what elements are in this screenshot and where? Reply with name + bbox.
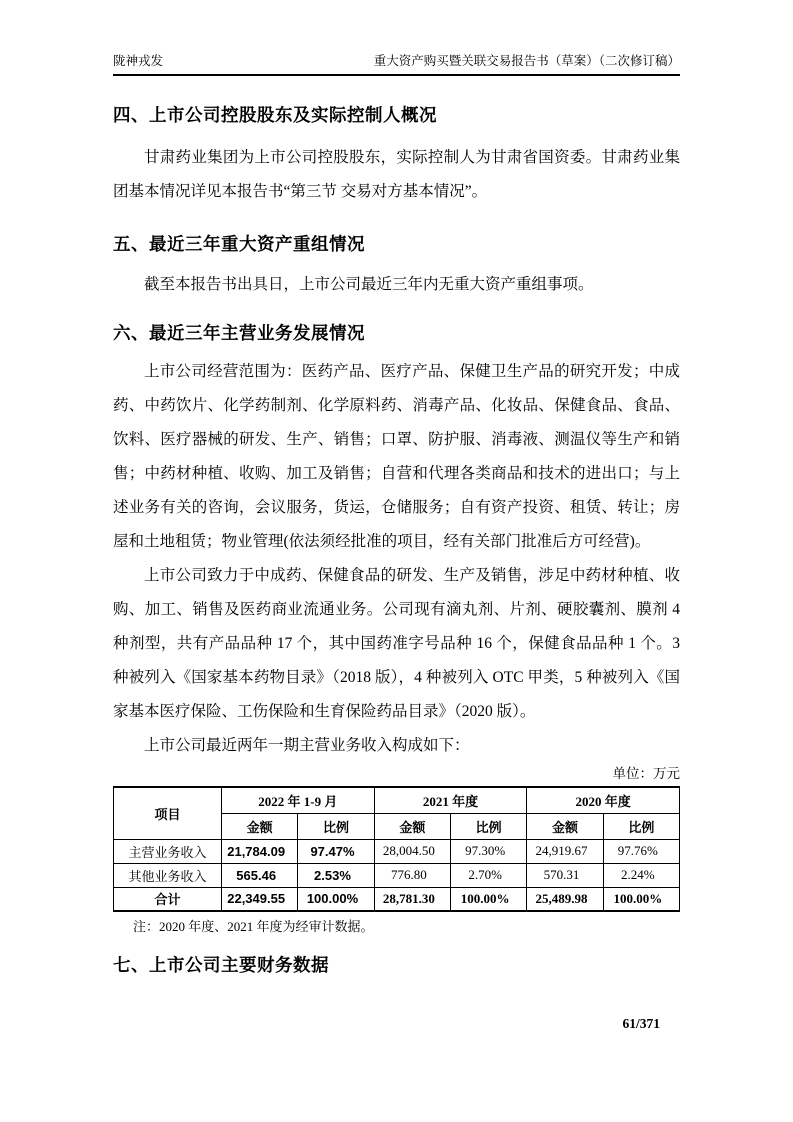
row-label: 其他业务收入: [114, 863, 222, 887]
cell-2022-amount: 21,784.09: [222, 839, 298, 863]
header-company-name: 陇神戎发: [113, 54, 164, 68]
table-row-other-revenue: [114, 863, 680, 887]
cell-2021-ratio: 2.70%: [450, 863, 526, 887]
col-header-2020: 2020 年度: [527, 787, 680, 813]
col-header-amount-2021: 金额: [374, 813, 450, 839]
page-number: 61/371: [622, 1016, 660, 1031]
col-header-2021: 2021 年度: [374, 787, 527, 813]
col-header-ratio-2022: 比例: [298, 813, 374, 839]
cell-2021-amount: 28,781.30: [374, 887, 450, 911]
cell-2020-ratio: 97.76%: [603, 839, 679, 863]
col-header-amount-2020: 金额: [527, 813, 603, 839]
revenue-intro-paragraph: 上市公司最近两年一期主营业务收入构成如下：: [144, 737, 470, 754]
revenue-composition-table: [113, 786, 680, 912]
table-row-total: [114, 887, 680, 911]
col-header-2022: 2022 年 1-9 月: [222, 787, 375, 813]
business-scope-paragraph: 上市公司经营范围为：医药产品、医疗产品、保健卫生产品的研究开发；中成药、中药饮片、化学药制剂、化学原料药、消毒产品、化妆品、保健食品、食品、饮料、医疗器械的研发、生产、销售；口罩、防护服、消毒液、测温仪等生产和销售；中药材种植、收购、加工及销售；自营和代理各类商品和技术的进出口；与上述业务有关的咨询，会议服务，货运，仓储服务；自有资产投资、租赁、转让；房屋和土地租赁；物业管理(依法须经批准的项目，经有关部门批准后方可经营)。: [113, 363, 680, 550]
col-header-amount-2022: 金额: [222, 813, 298, 839]
section-4-heading: 四、上市公司控股股东及实际控制人概况: [113, 105, 437, 125]
cell-2022-ratio: 2.53%: [298, 863, 374, 887]
cell-2022-ratio: 97.47%: [298, 839, 374, 863]
cell-2020-amount: 24,919.67: [527, 839, 603, 863]
section-7-heading: 七、上市公司主要财务数据: [113, 955, 329, 975]
header-report-title: 重大资产购买暨关联交易报告书（草案）（二次修订稿）: [373, 54, 680, 68]
cell-2021-ratio: 97.30%: [450, 839, 526, 863]
table-unit-label: 单位：万元: [612, 766, 680, 781]
table-row-main-revenue: [114, 839, 680, 863]
col-header-ratio-2020: 比例: [603, 813, 679, 839]
cell-2020-amount: 570.31: [527, 863, 603, 887]
cell-2022-amount: 22,349.55: [222, 887, 298, 911]
cell-2021-amount: 776.80: [374, 863, 450, 887]
cell-2022-amount: 565.46: [222, 863, 298, 887]
table-header-row-periods: [114, 787, 680, 813]
cell-2021-ratio: 100.00%: [450, 887, 526, 911]
col-header-item: 项目: [114, 787, 222, 839]
cell-2020-ratio: 2.24%: [603, 863, 679, 887]
row-label: 主营业务收入: [114, 839, 222, 863]
page-header: [113, 54, 680, 76]
col-header-ratio-2021: 比例: [450, 813, 526, 839]
cell-2020-ratio: 100.00%: [603, 887, 679, 911]
cell-2021-amount: 28,004.50: [374, 839, 450, 863]
section-5-heading: 五、最近三年重大资产重组情况: [113, 234, 365, 254]
section-4-paragraph: 甘肃药业集团为上市公司控股股东，实际控制人为甘肃省国资委。甘肃药业集团基本情况详见本报告书“第三节 交易对方基本情况”。: [113, 149, 680, 200]
cell-2020-amount: 25,489.98: [527, 887, 603, 911]
cell-2022-ratio: 100.00%: [298, 887, 374, 911]
table-note: 注：2020 年度、2021 年度为经审计数据。: [133, 919, 374, 934]
section-5-paragraph: 截至本报告书出具日，上市公司最近三年内无重大资产重组事项。: [144, 276, 594, 293]
row-label: 合计: [114, 887, 222, 911]
section-6-heading: 六、最近三年主营业务发展情况: [113, 323, 365, 343]
products-paragraph: 上市公司致力于中成药、保健食品的研发、生产及销售，涉足中药材种植、收购、加工、销售及医药商业流通业务。公司现有滴丸剂、片剂、硬胶囊剂、膜剂 4 种剂型，共有产品品种 17 个，其中国药准字号品种 16 个，保健食品品种 1 个。3 种被列入《国家基本药物目录》（2018 版），4 种被列入 OTC 甲类，5 种被列入《国家基本医疗保险、工伤保险和生育保险药品目录》（2020 版）。: [113, 567, 680, 720]
